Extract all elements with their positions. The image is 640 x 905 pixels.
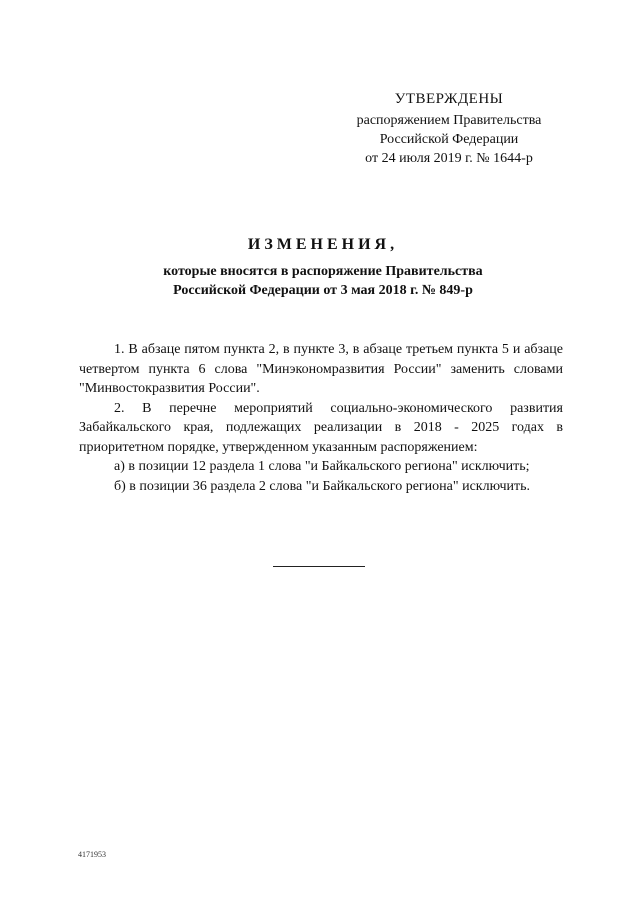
document-subtitle xyxy=(0,262,640,300)
paragraph-2b: б) в позиции 36 раздела 2 слова "и Байкальского региона" исключить. xyxy=(114,478,531,494)
approval-block xyxy=(340,90,558,168)
subtitle-line-1: которые вносятся в распоряжение Правительства xyxy=(163,264,483,279)
paragraph-2: 2. В перечне мероприятий социально-экономического развития Забайкальского края, подлежащих реализации в 2018 - 2025 годах в приоритетном порядке, утвержденном указанным распоряжением: xyxy=(79,400,563,455)
end-divider xyxy=(273,566,365,567)
approval-heading: УТВЕРЖДЕНЫ xyxy=(394,91,504,107)
approval-line-2: Российской Федерации xyxy=(379,132,519,147)
document-code: 4171953 xyxy=(78,850,106,859)
approval-line-3: от 24 июля 2019 г. № 1644-р xyxy=(365,151,533,166)
subtitle-line-2: Российской Федерации от 3 мая 2018 г. № 849-р xyxy=(173,283,473,298)
paragraph-2a: а) в позиции 12 раздела 1 слова "и Байкальского региона" исключить; xyxy=(114,459,530,474)
document-title: ИЗМЕНЕНИЯ, xyxy=(247,236,399,253)
approval-line-1: распоряжением Правительства xyxy=(356,113,542,128)
document-body xyxy=(79,340,563,496)
paragraph-1: 1. В абзаце пятом пункта 2, в пункте 3, в абзаце третьем пункта 5 и абзаце четвертом пункта 6 слова "Минэкономразвития России" заменить словами "Минвостокразвития России". xyxy=(79,342,563,396)
